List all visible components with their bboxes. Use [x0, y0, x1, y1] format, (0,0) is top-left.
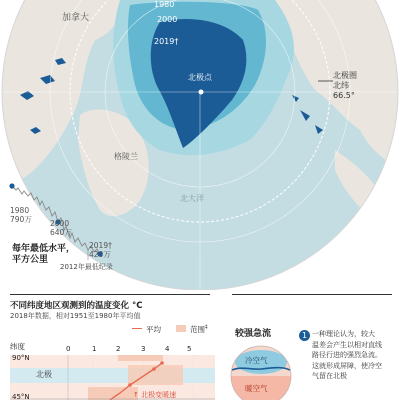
cold-air-label: 冷空气	[245, 356, 268, 365]
arctic-circle-lat-value: 66.5°	[333, 91, 355, 100]
average-point	[152, 367, 156, 371]
arctic-circle-lat-text: 北纬	[333, 81, 349, 90]
label-atlantic: 北大洋	[180, 194, 204, 203]
tick-0: 0	[66, 345, 71, 353]
label-greenland: 格陵兰	[114, 152, 138, 161]
arctic-band-label: 北极	[36, 370, 52, 379]
tick-1: 1	[92, 345, 97, 353]
arrow-up-icon: ↑	[133, 391, 139, 399]
trend-point-1980	[9, 183, 14, 188]
range-bar-90n	[118, 355, 163, 361]
jet-title: 较强急流	[235, 329, 272, 339]
north-pole-marker	[199, 90, 204, 95]
tick-5: 5	[187, 345, 192, 353]
lat-label-45n: 45°N	[12, 393, 30, 401]
arctic-circle-label: 北极圈	[333, 71, 357, 80]
tick-2: 2	[116, 345, 121, 353]
legend-average-swatch	[132, 328, 142, 335]
temp-chart-title: 不同纬度地区观测到的温度变化 °C	[10, 301, 143, 311]
average-point	[128, 383, 132, 387]
label-2019: 2019†	[154, 37, 179, 46]
tick-3: 3	[141, 345, 146, 353]
average-point	[160, 361, 164, 365]
label-2000: 2000	[157, 15, 178, 24]
temp-chart-subtitle: 2018年数据，相对1951至1980年平均值	[10, 312, 141, 320]
legend-average-label: 平均	[146, 325, 161, 334]
tick-4: 4	[165, 345, 170, 353]
trend-label-2019: 2019† 420万	[89, 241, 112, 259]
label-1980: 1980	[154, 0, 175, 9]
warm-air-label: 暖空气	[245, 384, 268, 393]
trend-title: 每年最低水平， 平方公里	[12, 244, 76, 265]
label-canada: 加拿大	[62, 13, 90, 23]
label-north-pole: 北极点	[188, 73, 212, 82]
divider-jet	[232, 294, 392, 295]
temp-axis-label: 纬度	[10, 342, 25, 351]
arctic-circle-callout	[333, 71, 357, 101]
jet-note: 一种理论认为，较大 温差会产生以相对直线 路径行进的强烈急流。 这就形成屏障，使冷空 气留在北极	[312, 330, 382, 380]
note-number-badge: 1	[299, 330, 310, 341]
trend-label-1980: 1980 790万	[10, 206, 32, 224]
arctic-circle-pointer	[318, 76, 334, 86]
record-low-label: 2012年最低纪录	[60, 263, 113, 271]
legend-range-swatch	[176, 325, 186, 332]
legend-range-label: 范围‡	[190, 324, 208, 334]
arctic-warming-callout: ↑ 北极变暖速	[133, 391, 177, 399]
lat-label-90n: 90°N	[12, 354, 30, 362]
trend-label-2000: 2000 640万	[50, 219, 72, 237]
divider-temp	[10, 294, 210, 295]
